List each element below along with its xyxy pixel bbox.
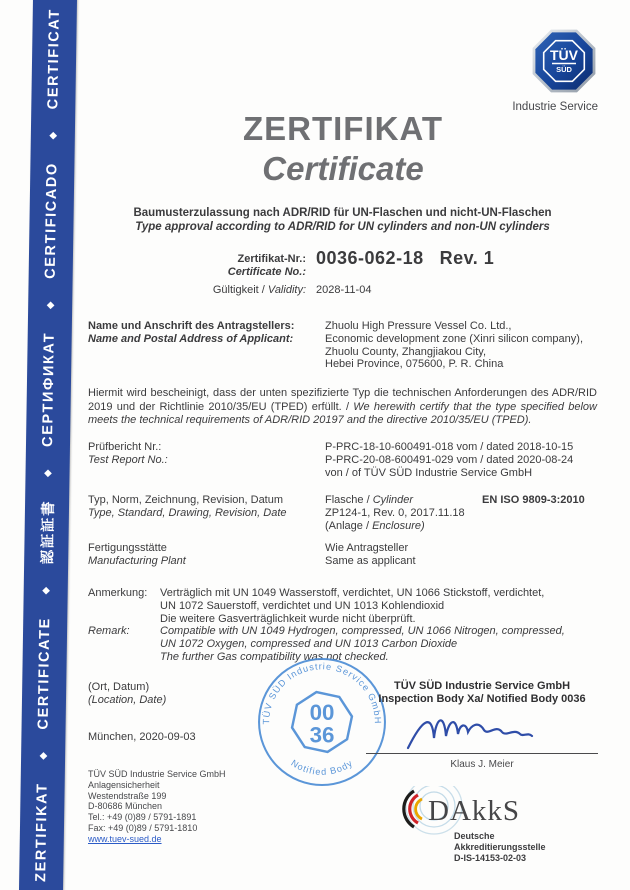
remark-label-de: Anmerkung: bbox=[88, 587, 148, 599]
applicant-line: Zhuolu High Pressure Vessel Co. Ltd., bbox=[325, 320, 512, 332]
validity-label-de: Gültigkeit / bbox=[212, 284, 268, 296]
remark-line-en: UN 1072 Oxygen, compressed and UN 1013 Carbon Dioxide bbox=[160, 637, 458, 650]
dakks-line: D-IS-14153-02-03 bbox=[454, 853, 527, 863]
band-word-cjk: 認証証書 bbox=[39, 499, 57, 565]
dakks-line: Akkreditierungsstelle bbox=[454, 842, 546, 852]
remark-label-en: Remark: bbox=[88, 625, 130, 637]
location-date-label bbox=[88, 681, 166, 707]
test-report-label-en: Test Report No.: bbox=[88, 453, 168, 466]
validity-row bbox=[88, 284, 598, 297]
test-report-row bbox=[88, 441, 598, 479]
applicant-line: Economic development zone (Xinri silicon company), bbox=[325, 332, 584, 345]
test-report-line: P-PRC-18-10-600491-018 vom / dated 2018-10-15 bbox=[325, 441, 574, 453]
location-date-value: München, 2020-09-03 bbox=[88, 731, 196, 743]
remark-line-en: The further Gas compatibility was not checked. bbox=[160, 650, 389, 663]
page-title-de: ZERTIFIKAT bbox=[242, 110, 444, 147]
approval-line-de: Baumusterzulassung nach ADR/RID für UN-Flaschen und nicht-UN-Flaschen bbox=[133, 207, 552, 219]
type-value-de: Flasche / bbox=[325, 494, 373, 506]
inspection-body-block bbox=[366, 680, 598, 770]
band-word-certificate: CERTIFICATE bbox=[35, 617, 54, 730]
location-label-de: (Ort, Datum) bbox=[88, 681, 150, 693]
test-report-label-de: Prüfbericht Nr.: bbox=[88, 441, 162, 453]
band-word-certificat: CERTIFICAT bbox=[45, 8, 63, 110]
svg-text:TÜV SÜD Industrie Service GmbH: TÜV SÜD Industrie Service GmbH bbox=[261, 661, 383, 725]
plant-value-de: Wie Antragsteller bbox=[325, 542, 409, 554]
test-report-line: von / of TÜV SÜD Industrie Service GmbH bbox=[325, 466, 533, 479]
plant-label-en: Manufacturing Plant bbox=[88, 554, 186, 567]
footer-line: D-80686 München bbox=[88, 801, 163, 812]
svg-text:DAkkS: DAkkS bbox=[428, 795, 521, 827]
language-band bbox=[19, 0, 77, 890]
diamond-icon: ◆ bbox=[40, 586, 52, 595]
location-label-en: (Location, Date) bbox=[88, 694, 167, 706]
band-word-certificado: CERTIFICADO bbox=[42, 162, 61, 279]
diamond-icon: ◆ bbox=[37, 752, 49, 760]
cert-no-row bbox=[88, 248, 598, 279]
footer-line: Tel.: +49 (0)89 / 5791-1891 bbox=[88, 812, 197, 823]
validity-value: 2028-11-04 bbox=[316, 284, 372, 296]
type-label-de: Typ, Norm, Zeichnung, Revision, Datum bbox=[88, 494, 284, 506]
cert-no-label-de: Zertifikat-Nr.: bbox=[237, 253, 306, 265]
logo-caption: Industrie Service bbox=[512, 101, 598, 113]
applicant-line: Zhuolu County, Zhangjiakou City, bbox=[325, 345, 487, 358]
page-title-en: Certificate bbox=[262, 150, 424, 187]
test-report-line: P-PRC-20-08-600491-029 vom / dated 2020-08-24 bbox=[325, 453, 574, 466]
diamond-icon: ◆ bbox=[41, 469, 54, 478]
remark-row-de bbox=[88, 587, 598, 625]
svg-text:Notified Body: Notified Body bbox=[289, 757, 355, 777]
validity-label-en: Validity: bbox=[267, 284, 306, 296]
approval-line-en: Type approval according to ADR/RID for UN cylinders and non-UN cylinders bbox=[135, 221, 550, 233]
applicant-label-en: Name and Postal Address of Applicant: bbox=[88, 332, 294, 345]
applicant-line: Hebei Province, 075600, P. R. China bbox=[325, 358, 504, 371]
svg-text:TÜV: TÜV bbox=[550, 47, 578, 63]
language-band-text bbox=[19, 0, 77, 890]
statement-de: Hiermit wird bescheinigt, dass der unten spezifizierte Typ die technischen Anforderungen des ADR/RID 2019 und der Richtlinie 2010/35/EU (TPED) erfüllt. / bbox=[88, 387, 597, 413]
website-link[interactable]: www.tuev-sued.de bbox=[88, 833, 162, 844]
type-standard-row bbox=[88, 494, 598, 532]
dakks-line: Deutsche bbox=[454, 831, 495, 841]
inspection-line2: Inspection Body Xa/ Notified Body 0036 bbox=[378, 693, 586, 705]
drawing-value: ZP124-1, Rev. 0, 2017.11.18 bbox=[325, 506, 465, 519]
footer-address bbox=[88, 769, 226, 845]
footer-line: Westendstraße 199 bbox=[88, 790, 167, 801]
signer-name: Klaus J. Meier bbox=[450, 759, 514, 770]
svg-text:00: 00 bbox=[309, 699, 335, 725]
standard-value: EN ISO 9809-3:2010 bbox=[482, 494, 585, 506]
remark-line-de: Verträglich mit UN 1049 Wasserstoff, verdichtet, UN 1066 Stickstoff, verdichtet, bbox=[160, 587, 545, 599]
applicant-label-de: Name und Anschrift des Antragstellers: bbox=[88, 320, 295, 332]
remark-line-en: Compatible with UN 1049 Hydrogen, compressed, UN 1066 Nitrogen, compressed, bbox=[160, 625, 565, 637]
band-word-cyrillic: СЕРТИФИКАТ bbox=[39, 331, 58, 448]
remark-line-de: Die weitere Gasverträglichkeit wurde nicht überprüft. bbox=[160, 612, 416, 625]
svg-text:36: 36 bbox=[309, 722, 335, 748]
applicant-row bbox=[88, 320, 598, 371]
enclosure-en: Enclosure) bbox=[372, 519, 425, 532]
statement-en: We herewith certify that the type specified below meets the technical requirements of ADR/RID 20197 and the directive 2010/35/EU (TPED). bbox=[88, 400, 597, 427]
footer-line: Anlagensicherheit bbox=[88, 779, 160, 790]
plant-label-de: Fertigungsstätte bbox=[88, 542, 167, 554]
plant-row bbox=[88, 542, 598, 568]
remark-line-de: UN 1072 Sauerstoff, verdichtet und UN 1013 Kohlendioxid bbox=[160, 599, 445, 612]
cert-no-revision: Rev. 1 bbox=[439, 248, 495, 268]
svg-text:SÜD: SÜD bbox=[556, 65, 572, 74]
cert-no-value: 0036-062-18 bbox=[316, 248, 424, 268]
plant-value-en: Same as applicant bbox=[325, 554, 416, 567]
signature-icon bbox=[402, 708, 562, 754]
band-word-zertifikat: ZERTIFIKAT bbox=[33, 782, 51, 883]
footer-line: TÜV SÜD Industrie Service GmbH bbox=[88, 769, 226, 779]
certification-statement bbox=[88, 387, 597, 428]
type-value-en: Cylinder bbox=[372, 494, 414, 506]
diamond-icon: ◆ bbox=[47, 131, 59, 140]
tuv-sud-logo-icon bbox=[529, 26, 599, 96]
type-label-en: Type, Standard, Drawing, Revision, Date bbox=[88, 506, 287, 519]
cert-no-label-en: Certificate No.: bbox=[227, 265, 306, 278]
inspection-line1: TÜV SÜD Industrie Service GmbH bbox=[393, 680, 571, 692]
diamond-icon: ◆ bbox=[44, 301, 56, 310]
dakks-block bbox=[394, 786, 574, 864]
footer-line: Fax: +49 (0)89 / 5791-1810 bbox=[88, 822, 198, 833]
enclosure-de: (Anlage / bbox=[325, 519, 373, 532]
